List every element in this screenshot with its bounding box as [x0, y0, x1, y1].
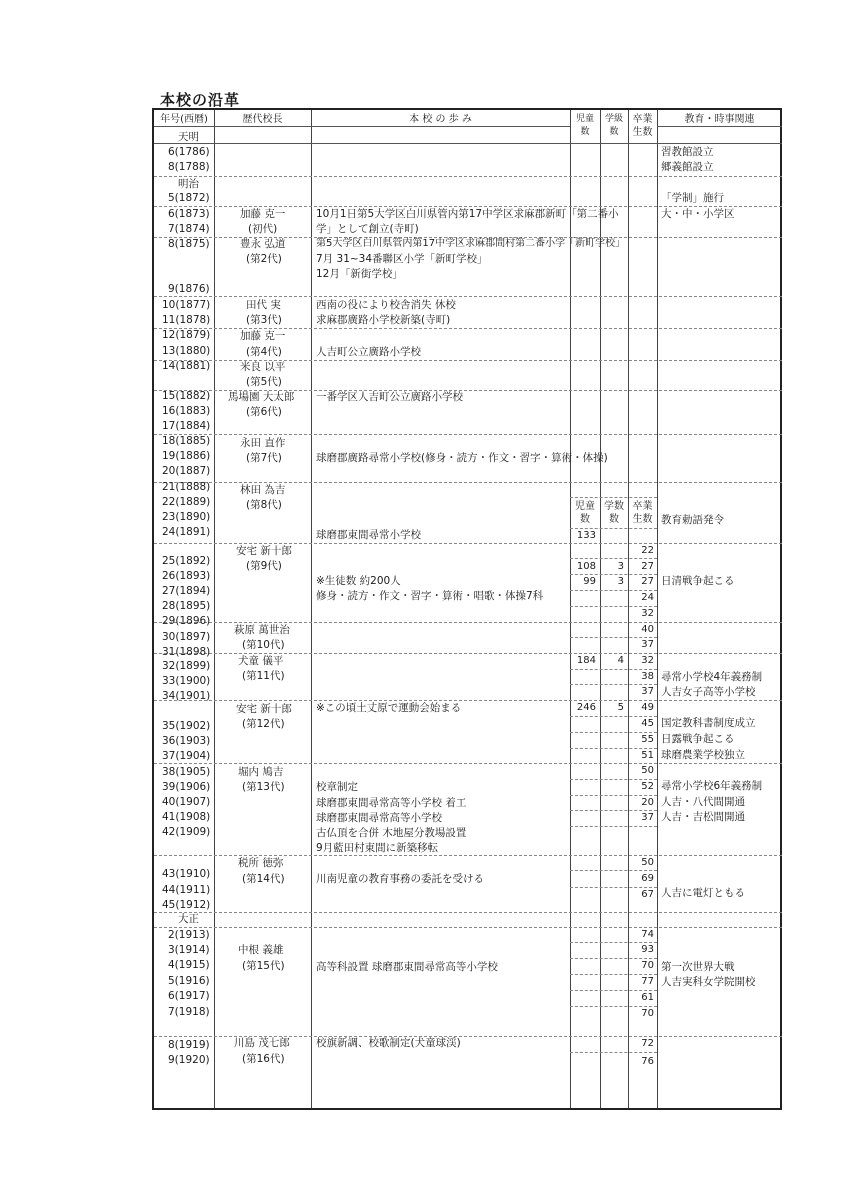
event-entry: 球磨農業学校独立 — [661, 749, 745, 761]
history-entry: 高等科設置 球磨郡東間尋常高等小学校 — [316, 961, 498, 973]
principal-name: 中根 義雄 — [238, 944, 284, 956]
year-label: 13(1880) — [162, 345, 211, 357]
student-count: 133 — [576, 530, 596, 541]
year-label: 12(1879) — [162, 329, 211, 341]
principal-generation: (第2代) — [246, 253, 282, 265]
graduate-count: 27 — [641, 576, 654, 587]
graduate-count: 93 — [641, 944, 654, 955]
history-entry: 球磨郡東間尋常小学校 — [316, 529, 421, 541]
row-separator — [154, 912, 782, 913]
principal-generation: (第15代) — [242, 960, 285, 972]
student-count: 108 — [576, 561, 596, 572]
graduate-count: 37 — [641, 812, 654, 823]
event-entry: 日清戦争起こる — [661, 575, 735, 587]
principal-name: 犬童 儀平 — [238, 655, 284, 667]
event-entry: 習教館設立 — [661, 146, 714, 158]
class-count: 4 — [617, 655, 624, 666]
year-label: 17(1884) — [162, 420, 211, 432]
year-label: 7(1918) — [168, 1006, 210, 1018]
year-label: 36(1903) — [162, 735, 211, 747]
graduate-count: 38 — [641, 671, 654, 682]
principal-name: 堀内 鳩吉 — [238, 766, 284, 778]
year-label: 37(1904) — [162, 750, 211, 762]
column-divider — [214, 110, 215, 1108]
graduate-count: 32 — [641, 655, 654, 666]
principal-name: 萩原 萬世治 — [234, 624, 290, 636]
event-entry: 大・中・小学区 — [661, 208, 735, 220]
graduate-count: 20 — [641, 797, 654, 808]
graduate-count: 76 — [641, 1056, 654, 1067]
year-label: 8(1875) — [168, 238, 210, 250]
graduate-count: 37 — [641, 686, 654, 697]
column-divider — [657, 110, 658, 1108]
event-entry: 人吉・八代間開通 — [661, 796, 745, 808]
history-entry: 一番学区人吉町公立廣路小学校 — [316, 391, 463, 403]
graduate-count: 69 — [641, 873, 654, 884]
graduate-count: 40 — [641, 624, 654, 635]
graduate-count: 55 — [641, 734, 654, 745]
year-label: 20(1887) — [162, 465, 211, 477]
graduate-count: 52 — [641, 781, 654, 792]
principal-generation: (第8代) — [246, 499, 282, 511]
principal-generation: (第7代) — [246, 452, 282, 464]
event-entry: 国定教科書制度成立 — [661, 717, 756, 729]
principal-name: 税所 徳弥 — [238, 857, 284, 869]
year-label: 38(1905) — [162, 766, 211, 778]
year-label: 8(1788) — [168, 161, 210, 173]
year-label: 27(1894) — [162, 585, 211, 597]
year-label: 30(1897) — [162, 631, 211, 643]
sub-header-classes: 学数 数 — [604, 501, 624, 525]
header-year: 年号(西暦) — [160, 114, 208, 125]
principal-generation: (第5代) — [246, 376, 282, 388]
row-separator — [154, 296, 782, 297]
header-bottom-rule — [154, 143, 782, 144]
principal-name: 川島 茂七郎 — [234, 1037, 290, 1049]
graduate-count: 70 — [641, 960, 654, 971]
year-label: 33(1900) — [162, 675, 211, 687]
principal-name: 加藤 克一 — [240, 330, 286, 342]
year-label: 19(1886) — [162, 450, 211, 462]
year-label: 29(1896) — [162, 615, 211, 627]
year-label: 10(1877) — [162, 299, 211, 311]
student-count: 184 — [576, 655, 596, 666]
graduate-count: 22 — [641, 545, 654, 556]
graduate-count: 45 — [641, 718, 654, 729]
principal-generation: (第4代) — [246, 346, 282, 358]
event-entry: 人吉実科女学院開校 — [661, 976, 756, 988]
event-entry: 尋常小学校6年義務制 — [661, 780, 763, 792]
principal-generation: (第16代) — [242, 1053, 285, 1065]
year-label: 9(1920) — [168, 1054, 210, 1066]
year-label: 3(1914) — [168, 944, 210, 956]
era-label: 天明 — [178, 131, 199, 143]
history-entry: 10月1日第5大学区白川県管内第17中学区求麻郡新町「第二番小 — [316, 208, 619, 220]
event-entry: 尋常小学校4年義務制 — [661, 671, 763, 683]
principal-name: 田代 実 — [246, 299, 281, 311]
sub-header-students: 児童 数 — [575, 501, 595, 525]
history-entry: ※生徒数 約200人 — [316, 575, 401, 587]
year-label: 8(1919) — [168, 1039, 210, 1051]
year-label: 41(1908) — [162, 811, 211, 823]
year-label: 6(1786) — [168, 146, 210, 158]
graduate-count: 32 — [641, 608, 654, 619]
history-entry: 学」として創立(寺町) — [316, 223, 419, 235]
header-students: 児童 数 — [575, 114, 594, 137]
year-label: 6(1873) — [168, 208, 210, 220]
class-count: 3 — [617, 576, 624, 587]
year-label: 31(1898) — [162, 646, 211, 658]
history-entry: 球磨郡東間尋常高等小学校 着工 — [316, 797, 467, 809]
principal-generation: (第12代) — [242, 718, 285, 730]
event-entry: 人吉女子高等小学校 — [661, 686, 756, 698]
history-entry: 7月 31~34番聯区小学「新町学校」 — [316, 253, 488, 265]
header-classes: 学級 数 — [604, 114, 623, 137]
graduate-count: 37 — [641, 639, 654, 650]
history-entry: ※この頃土丈原で運動会始まる — [316, 702, 462, 714]
year-label: 43(1910) — [162, 868, 211, 880]
event-entry: 人吉・吉松間開通 — [661, 811, 745, 823]
row-separator — [154, 927, 782, 928]
year-label: 32(1899) — [162, 660, 211, 672]
principal-generation: (第9代) — [246, 560, 282, 572]
year-label: 22(1889) — [162, 496, 211, 508]
principal-name: 林田 為吉 — [240, 484, 286, 496]
principal-name: 加藤 克一 — [240, 208, 286, 220]
principal-name: 永田 直作 — [240, 437, 286, 449]
principal-name: 豊永 弘道 — [240, 238, 286, 250]
header-history: 本 校 の 歩 み — [409, 114, 472, 125]
history-entry: 12月「新街学校」 — [316, 268, 403, 280]
year-label: 5(1872) — [168, 192, 210, 204]
principal-name: 米良 以平 — [240, 361, 286, 373]
graduate-count: 50 — [641, 857, 654, 868]
column-divider — [311, 110, 312, 1108]
year-label: 7(1874) — [168, 223, 210, 235]
year-label: 15(1882) — [162, 390, 211, 402]
principal-generation: (第13代) — [242, 781, 285, 793]
year-label: 34(1901) — [162, 690, 211, 702]
year-label: 16(1883) — [162, 405, 211, 417]
history-entry: 9月藍田村東間に新築移転 — [316, 842, 439, 854]
history-entry: 求麻郡廣路小学校新築(寺町) — [316, 314, 451, 326]
number-row-rule — [570, 1052, 657, 1053]
year-label: 14(1881) — [162, 360, 211, 372]
graduate-count: 50 — [641, 765, 654, 776]
event-entry: 第一次世界大戦 — [661, 961, 735, 973]
row-separator — [154, 176, 782, 177]
class-count: 5 — [617, 702, 624, 713]
year-label: 35(1902) — [162, 720, 211, 732]
header-graduates: 卒業 生数 — [632, 114, 653, 138]
year-label: 11(1878) — [162, 314, 211, 326]
year-label: 44(1911) — [162, 884, 211, 896]
year-label: 28(1895) — [162, 600, 211, 612]
year-label: 24(1891) — [162, 526, 211, 538]
principal-name: 安宅 新十郎 — [236, 545, 292, 557]
row-separator — [154, 434, 782, 435]
event-entry: 日露戦争起こる — [661, 733, 735, 745]
year-label: 26(1893) — [162, 570, 211, 582]
year-label: 25(1892) — [162, 555, 211, 567]
header-divider — [154, 126, 570, 127]
year-label: 42(1909) — [162, 826, 211, 838]
principal-generation: (第14代) — [242, 873, 285, 885]
history-entry: 西南の役により校舎消失 休校 — [316, 299, 456, 311]
principal-generation: (初代) — [248, 223, 278, 235]
year-label: 39(1906) — [162, 781, 211, 793]
history-table — [152, 108, 782, 1110]
number-row-rule — [570, 558, 657, 559]
year-label: 5(1916) — [168, 975, 210, 987]
header-divider — [657, 126, 782, 127]
graduate-count: 27 — [641, 561, 654, 572]
year-label: 23(1890) — [162, 511, 211, 523]
graduate-count: 74 — [641, 929, 654, 940]
graduate-count: 70 — [641, 1008, 654, 1019]
history-entry: 人吉町公立廣路小学校 — [316, 346, 421, 358]
history-entry: 校旗新調、校歌制定(犬童球渓) — [316, 1037, 461, 1049]
principal-generation: (第6代) — [246, 406, 282, 418]
event-entry: 人吉に電灯ともる — [661, 887, 745, 899]
event-entry: 教育勅語発令 — [661, 514, 724, 526]
student-count: 246 — [576, 702, 596, 713]
graduate-count: 49 — [641, 702, 654, 713]
history-entry: 球磨郡東間尋常高等小学校 — [316, 812, 442, 824]
year-label: 40(1907) — [162, 796, 211, 808]
year-label: 9(1876) — [168, 283, 210, 295]
graduate-count: 67 — [641, 889, 654, 900]
graduate-count: 61 — [641, 992, 654, 1003]
header-principal: 歴代校長 — [242, 114, 283, 125]
page-title: 本校の沿革 — [160, 91, 241, 109]
principal-generation: (第3代) — [246, 314, 282, 326]
year-label: 6(1917) — [168, 990, 210, 1002]
graduate-count: 72 — [641, 1038, 654, 1049]
year-label: 2(1913) — [168, 929, 210, 941]
principal-name: 安宅 新十郎 — [236, 703, 292, 715]
era-label: 大正 — [178, 913, 199, 925]
year-label: 21(1888) — [162, 481, 211, 493]
principal-generation: (第10代) — [242, 639, 285, 651]
year-label: 18(1885) — [162, 435, 211, 447]
graduate-count: 51 — [641, 750, 654, 761]
graduate-count: 24 — [641, 592, 654, 603]
number-row-rule — [570, 870, 657, 871]
principal-name: 馬場園 大太郎 — [228, 391, 295, 403]
event-entry: 郷義館設立 — [661, 161, 714, 173]
sub-header-rule — [570, 497, 657, 498]
header-events: 教育・時事関連 — [684, 114, 755, 125]
row-separator — [154, 700, 782, 701]
history-entry: 古仏頂を合併 木地屋分教場設置 — [316, 827, 467, 839]
graduate-count: 77 — [641, 976, 654, 987]
sub-header-graduates: 卒業 生数 — [632, 501, 653, 525]
row-separator — [154, 763, 782, 764]
history-entry: 第5大学区白川県管内第17中学区求麻郡間村第二番小学「新町学校」 — [316, 238, 626, 249]
history-entry: 修身・読方・作文・習字・算術・唱歌・体操7科 — [316, 590, 544, 602]
number-row-rule — [570, 826, 657, 827]
era-label: 明治 — [178, 178, 199, 190]
year-label: 4(1915) — [168, 959, 210, 971]
student-count: 99 — [583, 576, 596, 587]
principal-generation: (第11代) — [242, 670, 285, 682]
history-entry: 川南児童の教育事務の委託を受ける — [316, 873, 484, 885]
year-label: 45(1912) — [162, 899, 211, 911]
class-count: 3 — [617, 561, 624, 572]
event-entry: 「学制」施行 — [661, 192, 724, 204]
history-entry: 球磨郡廣路尋常小学校(修身・読方・作文・習字・算術・体操) — [316, 452, 608, 464]
history-entry: 校章制定 — [316, 781, 358, 793]
